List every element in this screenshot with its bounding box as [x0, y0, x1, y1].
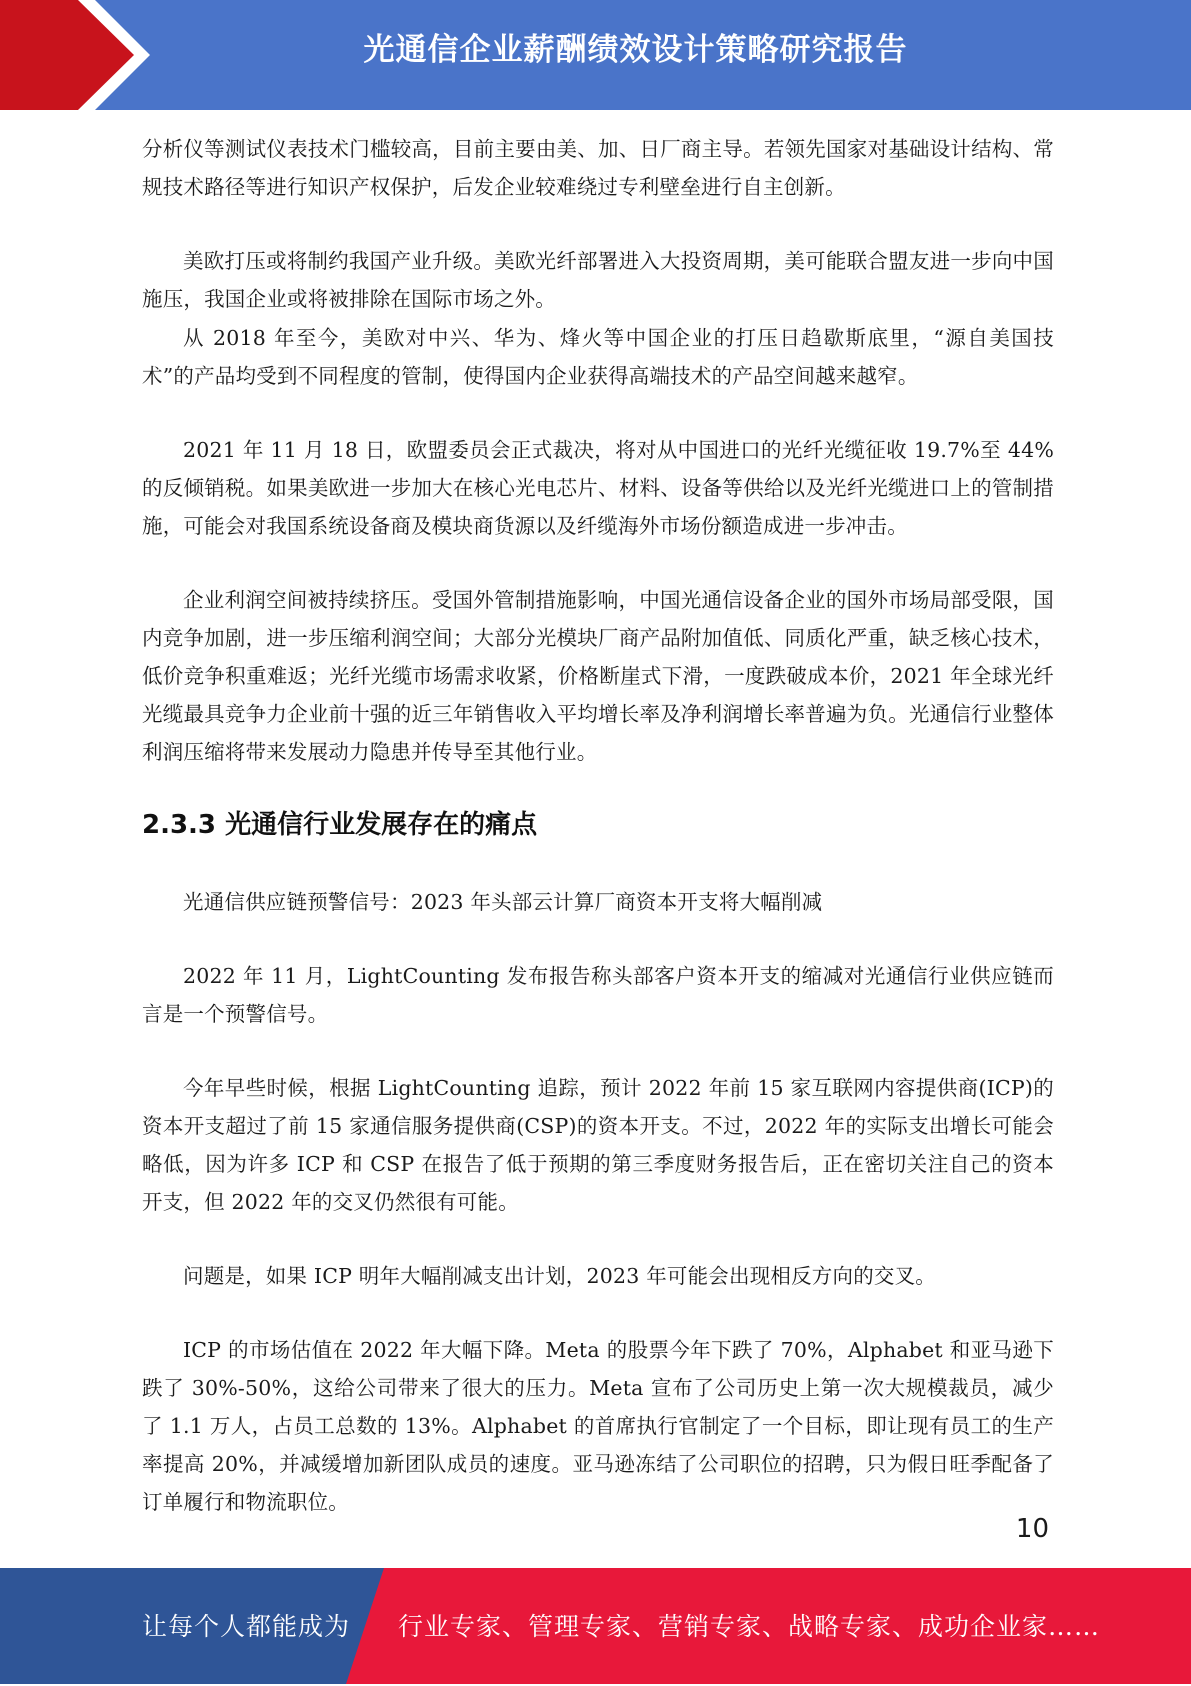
header-arrow-decoration: [0, 0, 150, 110]
page-number: 10: [1015, 1514, 1049, 1544]
paragraph-9: 问题是，如果 ICP 明年大幅削减支出计划，2023 年可能会出现相反方向的交叉。: [183, 1264, 936, 1288]
paragraph-10: ICP 的市场估值在 2022 年大幅下降。Meta 的股票今年下跌了 70%，Alphabet 和亚马逊下跌了 30%-50%，这给公司带来了很大的压力。Meta 宣布了公司历史上第一次大规模裁员，减少了 1.1 万人，占员工总数的 13%。Alphabet 的首席执行官制定了一个目标，即让现有员工的生产率提高 20%，并减缓增加新团队成员的速度。亚马逊冻结了公司职位的招聘，只为假日旺季配备了订单履行和物流职位。: [142, 1338, 1054, 1514]
page-content: [142, 130, 1054, 1521]
paragraph-8: 今年早些时候，根据 LightCounting 追踪，预计 2022 年前 15 家互联网内容提供商(ICP)的资本开支超过了前 15 家通信服务提供商(CSP)的资本开支。不过，2022 年的实际支出增长可能会略低，因为许多 ICP 和 CSP 在报告了低于预期的第三季度财务报告后，正在密切关注自己的资本开支，但 2022 年的交叉仍然很有可能。: [142, 1076, 1054, 1214]
page-header: [0, 0, 1191, 110]
paragraph-5: 企业利润空间被持续挤压。受国外管制措施影响，中国光通信设备企业的国外市场局部受限，国内竞争加剧，进一步压缩利润空间；大部分光模块厂商产品附加值低、同质化严重，缺乏核心技术，低价竞争积重难返；光纤光缆市场需求收紧，价格断崖式下滑，一度跌破成本价，2021 年全球光纤光缆最具竞争力企业前十强的近三年销售收入平均增长率及净利润增长率普遍为负。光通信行业整体利润压缩将带来发展动力隐患并传导至其他行业。: [142, 588, 1054, 764]
paragraph-4: 2021 年 11 月 18 日，欧盟委员会正式裁决，将对从中国进口的光纤光缆征收 19.7%至 44%的反倾销税。如果美欧进一步加大在核心光电芯片、材料、设备等供给以及光纤光缆进口上的管制措施，可能会对我国系统设备商及模块商货源以及纤缆海外市场份额造成进一步冲击。: [142, 438, 1054, 538]
paragraph-2: 美欧打压或将制约我国产业升级。美欧光纤部署进入大投资周期，美可能联合盟友进一步向中国施压，我国企业或将被排除在国际市场之外。: [142, 249, 1054, 311]
footer-slogan-left: 让每个人都能成为: [142, 1612, 351, 1641]
paragraph-7: 2022 年 11 月，LightCounting 发布报告称头部客户资本开支的缩减对光通信行业供应链而言是一个预警信号。: [142, 964, 1054, 1026]
paragraph-3: 从 2018 年至今，美欧对中兴、华为、烽火等中国企业的打压日趋歇斯底里，“源自美国技术”的产品均受到不同程度的管制，使得国内企业获得高端技术的产品空间越来越窄。: [142, 326, 1054, 388]
report-title: 光通信企业薪酬绩效设计策略研究报告: [363, 32, 908, 68]
footer-slogan-right: 行业专家、管理专家、营销专家、战略专家、成功企业家……: [398, 1612, 1101, 1641]
page-footer: [0, 1568, 1191, 1684]
paragraph-6: 光通信供应链预警信号：2023 年头部云计算厂商资本开支将大幅削减: [183, 890, 823, 914]
paragraph-1: 分析仪等测试仪表技术门槛较高，目前主要由美、加、日厂商主导。若领先国家对基础设计结构、常规技术路径等进行知识产权保护，后发企业较难绕过专利壁垒进行自主创新。: [142, 137, 1054, 199]
section-heading: 2.3.3 光通信行业发展存在的痛点: [142, 810, 538, 840]
